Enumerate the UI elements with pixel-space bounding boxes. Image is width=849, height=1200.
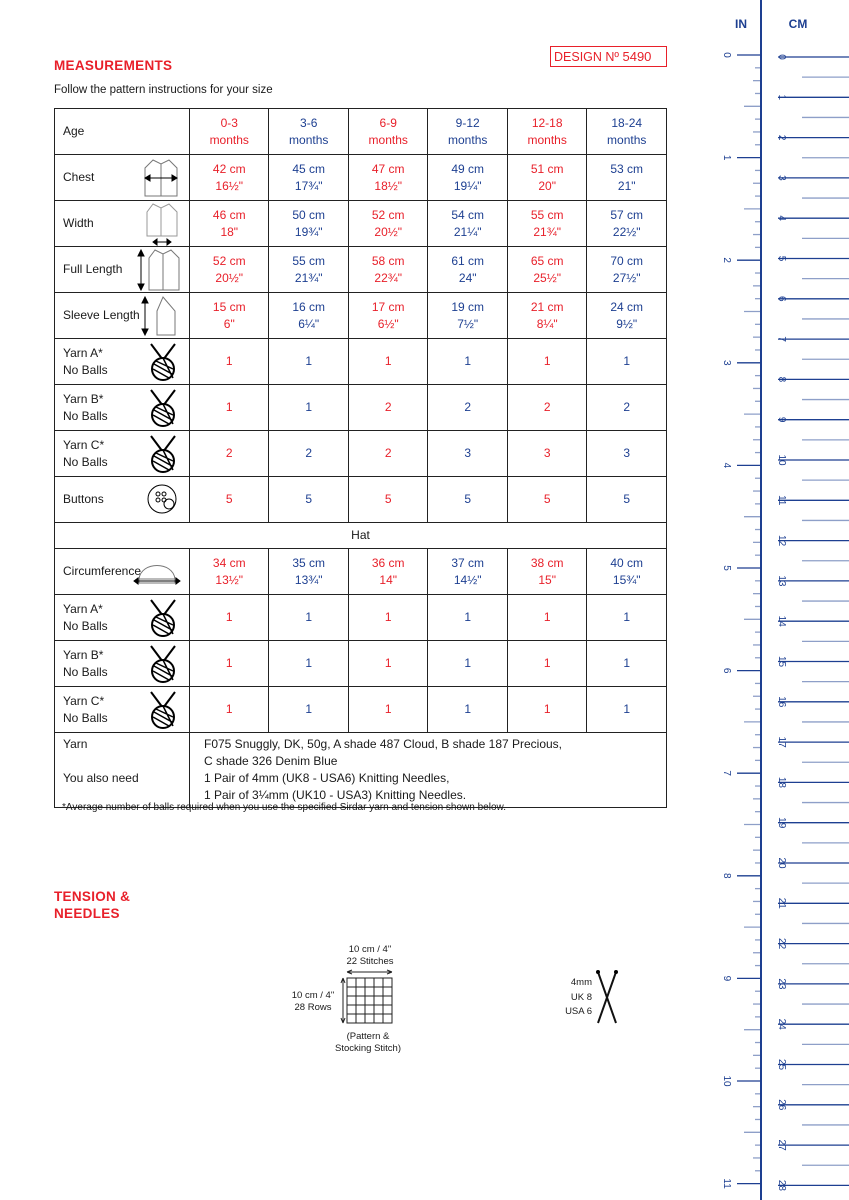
cm-number: 8 [776, 376, 787, 383]
inch-number: 7 [721, 770, 732, 776]
table-cell: 40 cm 15¾" [587, 549, 667, 595]
tension-width-label: 10 cm / 4" 22 Stitches [346, 944, 394, 967]
cm-number: 11 [776, 495, 787, 506]
age-row [55, 109, 667, 155]
table-cell: 1 [587, 687, 667, 733]
table-cell: 38 cm 15" [507, 549, 586, 595]
table-cell: 2 [190, 431, 269, 477]
inch-number: 5 [721, 565, 732, 571]
table-cell: 5 [269, 477, 348, 523]
row-label: Sleeve Length [55, 293, 190, 339]
svg-text:CM: CM [788, 17, 808, 31]
inch-number: 0 [721, 52, 732, 58]
row-label: Buttons [55, 477, 190, 523]
table-cell: 1 [428, 339, 507, 385]
row-label: Yarn A* No Balls [55, 339, 190, 385]
table-cell: 65 cm 25½" [507, 247, 586, 293]
inch-number: 10 [721, 1075, 732, 1087]
table-cell: 34 cm 13½" [190, 549, 269, 595]
design-number: 5490 [622, 49, 652, 64]
cm-number: 25 [776, 1058, 787, 1071]
row-label: Yarn C* No Balls [55, 431, 190, 477]
cm-number: 0 [776, 54, 787, 60]
materials-row: Yarn You also need F075 Snuggly, DK, 50g, A shade 487 Cloud, B shade 187 Precious, C shade 326 Denim Blue 1 Pair of 4mm (UK8 - USA6) Knitting Needles, 1 Pair of 3¼mm (UK10 - USA3) Knitting Needles. [55, 733, 667, 808]
table-cell: 53 cm 21" [587, 155, 667, 201]
table-cell: 1 [348, 687, 427, 733]
table-cell: 5 [348, 477, 427, 523]
cm-number: 23 [776, 978, 787, 990]
cm-number: 26 [776, 1099, 787, 1111]
table-row [55, 201, 667, 247]
table-row [55, 477, 667, 523]
size-header: 12-18 months [507, 109, 586, 155]
row-label: Width [55, 201, 190, 247]
table-cell: 1 [190, 641, 269, 687]
inch-number: 8 [721, 873, 732, 879]
hat-section-row [55, 523, 667, 549]
design-number-badge [550, 46, 667, 67]
table-row [55, 595, 667, 641]
table-cell: 16 cm 6¼" [269, 293, 348, 339]
inch-number: 11 [721, 1178, 732, 1189]
table-cell: 1 [269, 339, 348, 385]
cm-number: 17 [776, 736, 787, 748]
cm-number: 16 [776, 696, 787, 708]
table-cell: 1 [428, 595, 507, 641]
table-cell: 35 cm 13¾" [269, 549, 348, 595]
table-cell: 55 cm 21¾" [269, 247, 348, 293]
cm-number: 28 [776, 1179, 787, 1191]
cm-number: 9 [776, 416, 787, 423]
cm-number: 18 [776, 776, 787, 788]
cm-number: 12 [776, 535, 787, 547]
table-cell: 2 [348, 431, 427, 477]
inch-number: 9 [721, 975, 732, 982]
table-cell: 45 cm 17¾" [269, 155, 348, 201]
table-cell: 49 cm 19¼" [428, 155, 507, 201]
table-cell: 2 [587, 385, 667, 431]
table-row [55, 293, 667, 339]
row-label: Age [55, 109, 190, 155]
table-cell: 1 [190, 339, 269, 385]
hat-label: Hat [55, 523, 667, 549]
inch-number: 3 [721, 360, 732, 366]
row-label: Chest [55, 155, 190, 201]
needle-size-label: 4mm UK 8 USA 6 [565, 977, 592, 1017]
table-cell: 2 [507, 385, 586, 431]
cm-number: 22 [776, 938, 787, 950]
table-row [55, 641, 667, 687]
table-cell: 2 [348, 385, 427, 431]
table-row [55, 549, 667, 595]
tension-heading-line: TENSION & [54, 889, 131, 904]
table-cell: 5 [587, 477, 667, 523]
cm-number: 7 [776, 336, 787, 342]
table-cell: 3 [507, 431, 586, 477]
table-cell: 1 [507, 641, 586, 687]
tension-heading-line: NEEDLES [54, 906, 120, 921]
size-header: 6-9 months [348, 109, 427, 155]
intro-text: Follow the pattern instructions for your size [54, 84, 273, 96]
table-cell: 19 cm 7½" [428, 293, 507, 339]
table-row [55, 431, 667, 477]
table-cell: 46 cm 18" [190, 201, 269, 247]
table-cell: 1 [587, 641, 667, 687]
tension-height-label: 10 cm / 4" 28 Rows [291, 990, 335, 1013]
table-cell: 51 cm 20" [507, 155, 586, 201]
table-cell: 1 [428, 687, 507, 733]
table-cell: 3 [428, 431, 507, 477]
table-row [55, 155, 667, 201]
cm-number: 14 [776, 615, 787, 627]
table-cell: 1 [269, 687, 348, 733]
table-cell: 5 [190, 477, 269, 523]
table-cell: 1 [507, 595, 586, 641]
row-label: Yarn A* No Balls [55, 595, 190, 641]
table-cell: 1 [507, 687, 586, 733]
row-label: Yarn B* No Balls [55, 385, 190, 431]
table-cell: 1 [428, 641, 507, 687]
table-cell: 57 cm 22½" [587, 201, 667, 247]
size-header: 9-12 months [428, 109, 507, 155]
svg-text:IN: IN [735, 17, 747, 31]
table-cell: 1 [507, 339, 586, 385]
table-cell: 1 [348, 339, 427, 385]
table-cell: 1 [587, 595, 667, 641]
table-cell: 52 cm 20½" [190, 247, 269, 293]
inch-number: 4 [721, 462, 732, 469]
table-cell: 1 [190, 595, 269, 641]
table-row [55, 339, 667, 385]
inch-number: 6 [721, 667, 732, 674]
size-header: 3-6 months [269, 109, 348, 155]
knitting-needles-icon [594, 968, 620, 1026]
table-cell: 50 cm 19¾" [269, 201, 348, 247]
measurements-table [54, 108, 667, 808]
design-label: DESIGN Nº [554, 50, 619, 64]
table-cell: 61 cm 24" [428, 247, 507, 293]
footnote: *Average number of balls required when you use the specified Sirdar yarn and tension shown below. [62, 802, 506, 813]
cm-number: 6 [776, 296, 787, 302]
cm-number: 13 [776, 575, 787, 587]
table-cell: 37 cm 14½" [428, 549, 507, 595]
table-cell: 52 cm 20½" [348, 201, 427, 247]
row-label: Full Length [55, 247, 190, 293]
table-cell: 47 cm 18½" [348, 155, 427, 201]
table-cell: 1 [269, 595, 348, 641]
table-cell: 21 cm 8¼" [507, 293, 586, 339]
table-row [55, 687, 667, 733]
measurements-heading: MEASUREMENTS [54, 58, 173, 73]
table-cell: 2 [428, 385, 507, 431]
row-label: Circumference [55, 549, 190, 595]
table-cell: 3 [587, 431, 667, 477]
table-cell: 1 [348, 641, 427, 687]
cm-number: 10 [776, 454, 787, 466]
tension-heading [54, 888, 130, 922]
measuring-ruler [700, 0, 849, 1200]
table-cell: 54 cm 21¼" [428, 201, 507, 247]
table-cell: 55 cm 21¾" [507, 201, 586, 247]
cm-number: 2 [776, 134, 787, 141]
cm-number: 19 [776, 817, 787, 829]
table-row [55, 385, 667, 431]
cm-number: 24 [776, 1018, 787, 1030]
inch-number: 2 [721, 257, 732, 263]
cm-number: 21 [776, 897, 787, 909]
table-cell: 70 cm 27½" [587, 247, 667, 293]
table-cell: 1 [587, 339, 667, 385]
cm-number: 5 [776, 255, 787, 262]
size-header: 0-3 months [190, 109, 269, 155]
table-cell: 24 cm 9½" [587, 293, 667, 339]
table-cell: 1 [269, 385, 348, 431]
row-label: Yarn B* No Balls [55, 641, 190, 687]
table-cell: 36 cm 14" [348, 549, 427, 595]
table-cell: 42 cm 16½" [190, 155, 269, 201]
inch-number: 1 [721, 154, 732, 161]
table-row [55, 247, 667, 293]
table-cell: 5 [428, 477, 507, 523]
cm-number: 15 [776, 655, 787, 668]
cm-number: 3 [776, 175, 787, 181]
tension-note: (Pattern & Stocking Stitch) [335, 1031, 401, 1054]
cm-number: 20 [776, 857, 787, 869]
table-cell: 58 cm 22¾" [348, 247, 427, 293]
table-cell: 1 [190, 687, 269, 733]
table-cell: 17 cm 6½" [348, 293, 427, 339]
size-header: 18-24 months [587, 109, 667, 155]
row-label: Yarn C* No Balls [55, 687, 190, 733]
table-cell: 2 [269, 431, 348, 477]
table-cell: 5 [507, 477, 586, 523]
table-cell: 1 [348, 595, 427, 641]
cm-number: 27 [776, 1139, 787, 1151]
cm-number: 1 [776, 94, 787, 101]
tension-square-icon [340, 968, 400, 1028]
table-cell: 1 [269, 641, 348, 687]
table-cell: 1 [190, 385, 269, 431]
table-cell: 15 cm 6" [190, 293, 269, 339]
cm-number: 4 [776, 215, 787, 221]
